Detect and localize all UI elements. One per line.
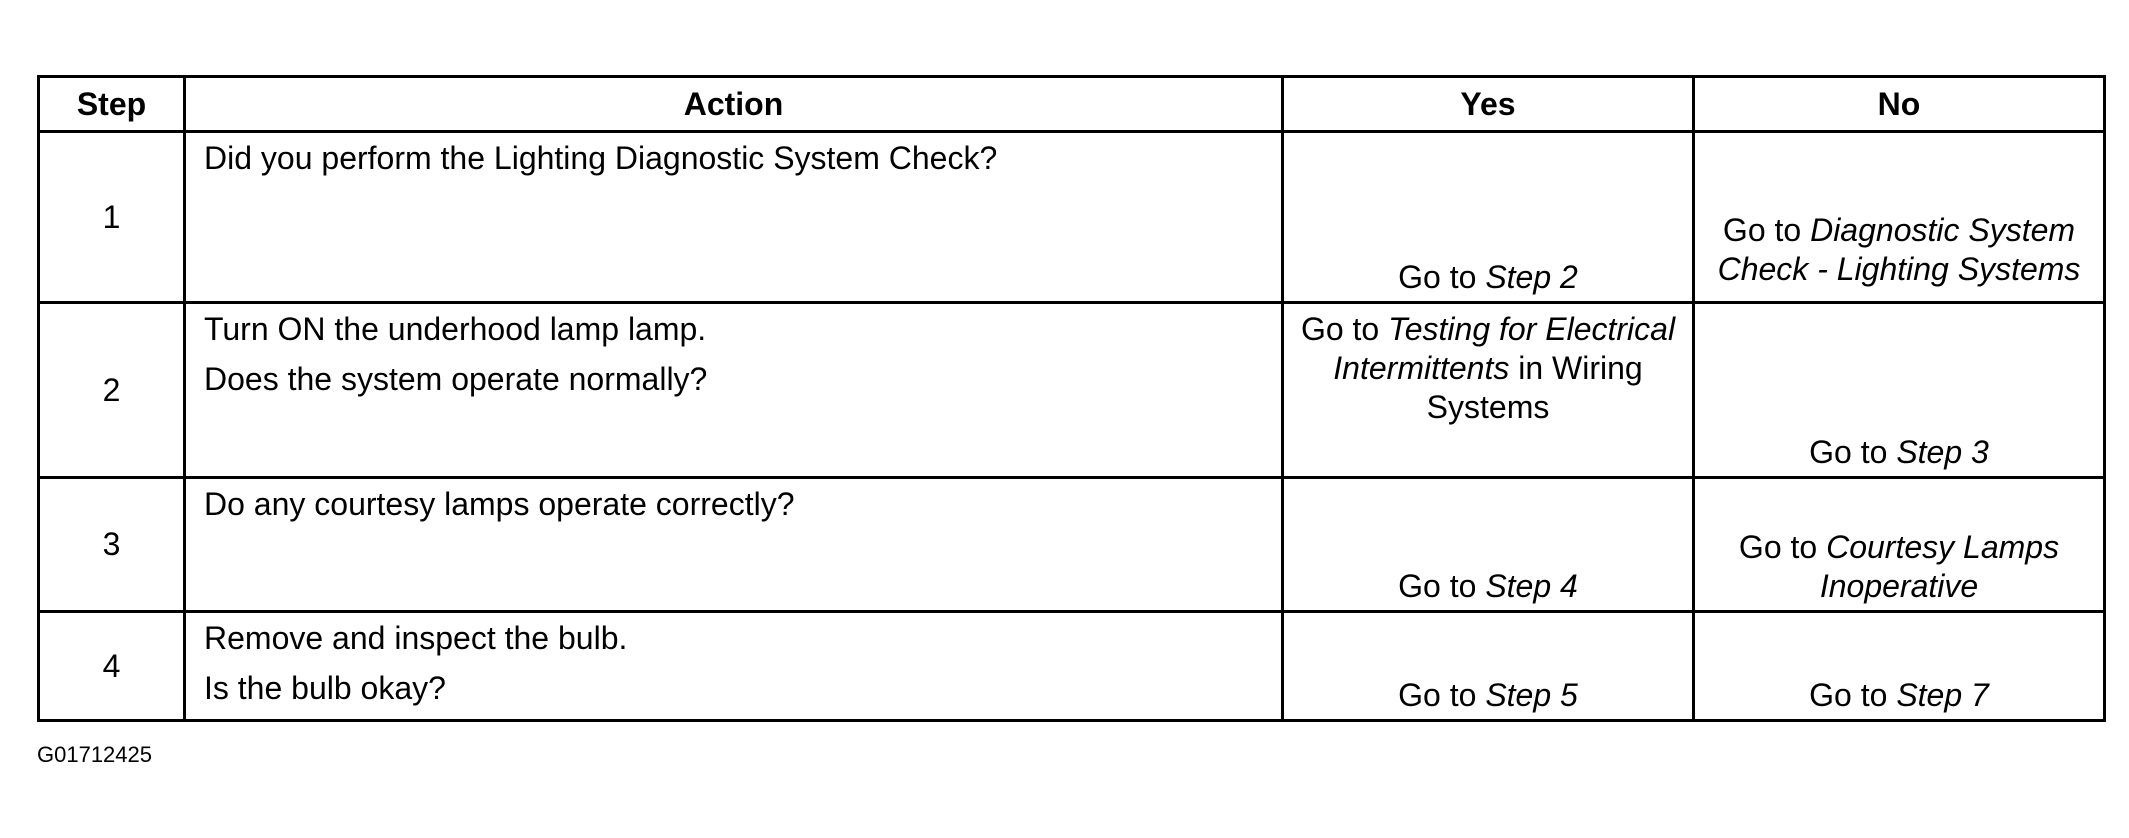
goto-prefix: Go to (1809, 677, 1888, 713)
table-row (39, 478, 2105, 612)
goto-reference: Diagnostic System Check - Lighting Systems (1717, 212, 2081, 287)
header-no: No (1694, 77, 2105, 132)
no-cell (1694, 478, 2105, 612)
goto-reference: Step 5 (1485, 677, 1578, 713)
goto-reference: Testing for Electrical Intermittents (1333, 311, 1676, 386)
yes-cell (1283, 612, 1694, 721)
yes-cell (1283, 132, 1694, 303)
table-row (39, 303, 2105, 478)
yes-cell (1283, 303, 1694, 478)
action-cell (185, 478, 1283, 612)
table-row (39, 132, 2105, 303)
goto-prefix: Go to (1398, 568, 1477, 604)
goto-prefix: Go to (1398, 259, 1477, 295)
step-number: 4 (39, 612, 185, 721)
table-row (39, 612, 2105, 721)
step-number: 2 (39, 303, 185, 478)
goto-reference: Courtesy Lamps Inoperative (1819, 529, 2060, 604)
goto-reference: Step 2 (1485, 259, 1578, 295)
action-cell (185, 612, 1283, 721)
goto-prefix: Go to (1722, 212, 1802, 248)
action-text: Turn ON the underhood lamp lamp. (204, 311, 707, 347)
action-cell (185, 303, 1283, 478)
step-number: 3 (39, 478, 185, 612)
action-text: Did you perform the Lighting Diagnostic System Check? (204, 140, 998, 176)
header-action: Action (185, 77, 1283, 132)
header-step: Step (39, 77, 185, 132)
header-row (39, 77, 2105, 132)
action-cell (185, 132, 1283, 303)
no-cell (1694, 132, 2105, 303)
goto-prefix: Go to (1809, 434, 1888, 470)
step-number: 1 (39, 132, 185, 303)
action-question: Is the bulb okay? (204, 670, 446, 706)
goto-suffix: in Wiring Systems (1426, 350, 1643, 425)
yes-cell (1283, 478, 1694, 612)
no-cell (1694, 303, 2105, 478)
action-text: Do any courtesy lamps operate correctly? (204, 486, 795, 522)
goto-reference: Step 7 (1896, 677, 1989, 713)
goto-reference: Step 4 (1485, 568, 1578, 604)
goto-prefix: Go to (1738, 529, 1818, 565)
action-text: Remove and inspect the bulb. (204, 620, 628, 656)
goto-prefix: Go to (1398, 677, 1477, 713)
header-yes: Yes (1283, 77, 1694, 132)
no-cell (1694, 612, 2105, 721)
goto-reference: Step 3 (1896, 434, 1989, 470)
diagnostic-table (37, 75, 2106, 722)
figure-id: G01712425 (37, 742, 152, 767)
action-question: Does the system operate normally? (204, 361, 708, 397)
goto-prefix: Go to (1300, 311, 1380, 347)
